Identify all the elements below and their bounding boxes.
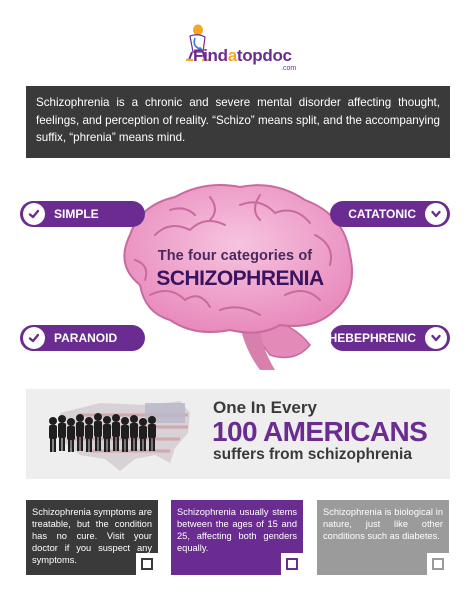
category-label: PARANOID — [54, 331, 118, 345]
fact-box-age — [171, 500, 303, 575]
fact-text: Schizophrenia usually stems between the ages of 15 and 25, affecting both genders equally. — [177, 507, 297, 553]
chevron-down-icon — [425, 327, 447, 349]
corner-square-icon — [427, 553, 449, 575]
fact-box-biological — [317, 500, 449, 575]
crowd-map-illustration — [40, 393, 200, 477]
category-label: CATATONIC — [348, 207, 416, 221]
logo-domain: .com — [281, 65, 297, 72]
fact-text: Schizophrenia symptoms are treatable, but the condition has no cure. Visit your doctor if you suspect any symptoms. — [32, 507, 152, 565]
fact-box-treatable — [26, 500, 158, 575]
fact-text: Schizophrenia is biological in nature, just like other conditions such as diabetes. — [323, 507, 443, 541]
category-label: SIMPLE — [54, 207, 99, 221]
stat-line-1: One In Every — [213, 398, 317, 417]
stat-headline: 100 AMERICANS — [212, 416, 428, 447]
brain-caption-title: SCHIZOPHRENIA — [156, 267, 324, 290]
brain-caption-line1: The four categories of — [157, 248, 313, 264]
corner-square-icon — [281, 553, 303, 575]
category-hebephrenic — [330, 325, 450, 351]
chevron-down-icon — [425, 203, 447, 225]
category-catatonic — [330, 201, 450, 227]
corner-square-icon — [136, 553, 158, 575]
category-paranoid — [20, 325, 145, 351]
logo-wordmark: Findatopdoc — [193, 46, 292, 65]
check-icon — [23, 203, 45, 225]
category-simple — [20, 201, 145, 227]
stat-line-3: suffers from schizophrenia — [213, 446, 412, 463]
category-label: HEBEPHRENIC — [328, 331, 416, 345]
check-icon — [23, 327, 45, 349]
intro-text-box: Schizophrenia is a chronic and severe mental disorder affecting thought, feelings, and perception of reality. “Schizo” means split, and the accompanying suffix, “phrenia” means mind. — [26, 86, 450, 158]
